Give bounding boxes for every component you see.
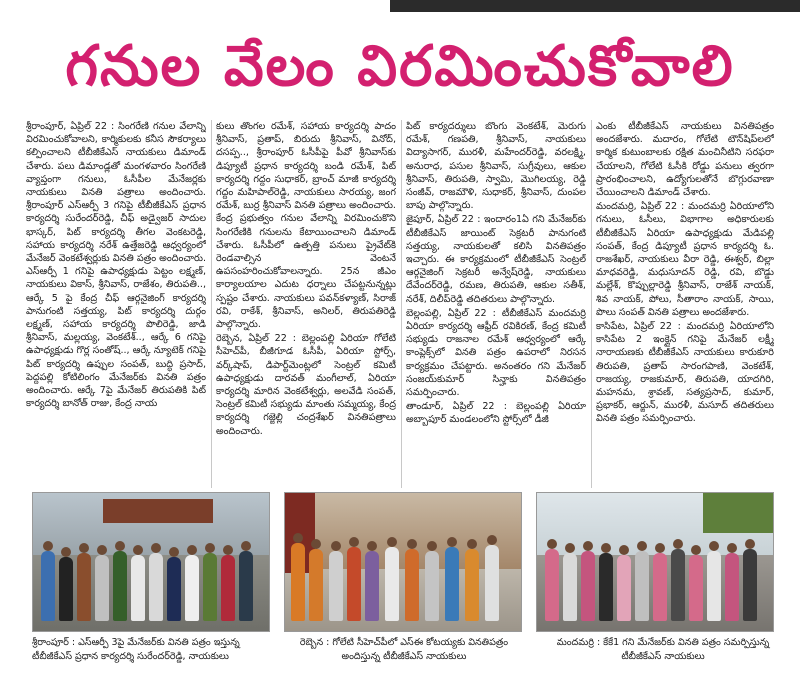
article-paragraph: కులు తొంగల రమేశ్, సహాయ కార్యదర్శి పాదం శ్రీనివాస్, ప్రతాప్, బిరుదు శ్రీనివాస్, వినోద్, దసప్ప.., శ్రీరాంపూర్ ఓసీపీపై పీవో శ్రీనివాస్‌కు డిప్యూటీ ప్రధాన కార్యదర్శి బండి రమేశ్, పిట్ కార్యదర్శి గద్దం సుధాకర్, బ్రాంచ్ మాజీ కార్యదర్శి గద్దం మహిపాల్‌రెడ్డి, నాయకులు సారయ్య, జంగ రమేశ్, బుర్ర శ్రీనివాస్ వినతి పత్రాలు అందించారు. కేంద్ర ప్రభుత్వం గనుల వేలాన్ని విరమించుకొని సింగరేణికి గనులను కేటాయించాలని డిమాండ్ చేశారు. ఓసీపీలో ఉత్పత్తి పనులు ప్రైవేట్‌కి రెండవాల్సిన వెంటనే ఉపసంహరించుకోవాలన్నారు. 25న జీఎం కార్యాలయాల ఎదుట ధర్నాలు చేపట్టనున్నట్లు స్పష్టం చేశారు. నాయకులు పవన్‌కళ్యాణ్, సిరాజ్ రవి, రాకేశ్, శ్రీనివాస్, అనిలర్, తిరుపతిరెడ్డి పాల్గొన్నారు. [216, 121, 396, 331]
photo-mandamarri [536, 492, 774, 632]
article-paragraph: బెల్లంపల్లి, ఏప్రిల్ 22 : టీబీజీకేఎస్ మందమర్రి ఏరియా కార్యదర్శి ఆఫ్రీద్ రవికిరణ్, కేంద్ర కమిటీ సభ్యుడు రాజనాల రమేశ్ ఆధ్వర్యంలో ఆర్కే కాంప్లెక్స్‌లో వినతి పత్రం ఉపరాలో నిరసన కార్యక్రమం చేపట్టారు. అనంతరం గని మేనేజర్ సంజయ్‌కుమార్ సిన్హాకు వినతిపత్రం సమర్పించారు. [406, 307, 586, 399]
photo-rebbena [284, 492, 522, 632]
article-paragraph: మందమర్రి, ఏప్రిల్ 22 : మందమర్రి ఏరియాలోని గనులు, ఓసీలు, విభాగాల అధికారులకు టీబీజీకేఎస్ ఏరియా ఉపాధ్యక్షుడు మేడిపల్లి సంపత్, కేంద్ర డిప్యూటీ ప్రధాన కార్యదర్శి ఓ. రాజశేఖర్, నాయకులు వీరా రెడ్డి, ఈశ్వర్, బిల్లా మాధవరెడ్డి, మధుసూదన్ రెడ్డి, రవి, బొడ్డు మల్లేశ్, కొప్పుల్లారెడ్డి శ్రీనివాస్, రాజేశ్ నాయక్, శివ నాయక్, పోలు, సీతారాం నాయక్, సాయి, పొలు సంపత్ వినతి పత్రాలు అందజేశారు. [596, 201, 774, 318]
article-paragraph: రెబ్బెన, ఏప్రిల్ 22 : బెల్లంపల్లి ఏరియా గోలేటి సీహెచ్‌పీ, బీజీగూడ ఓసీపీ, ఏరియా స్టోర్స్, వర్క్‌షాప్, డిపార్ట్‌మెంట్లలో సెంట్రల్ కమిటీ ఉపాధ్యక్షుడు దారవత్ మంగీలాల్, ఏరియా కార్యదర్శి మారిన వెంకటేశ్వర్లు, అలవేడి సంపత్, సెంట్రల్ కమిటీ సభ్యుడు మాంతు సమ్మయ్య, కేంద్ర కార్యదర్శి గజ్జెల్లి చంద్రశేఖర్ వినతిపత్రాలు అందించారు. [216, 333, 396, 437]
photo-caption-mandamarri: మందమర్రి : కేకే1 గని మేనేజర్‌కు వినతి పత్రం సమర్పిస్తున్న టీబీజీకేఎస్ నాయకులు [556, 637, 770, 662]
article-column-2 [216, 120, 396, 488]
article-paragraph: ఎంకు టీబీజీకేఎస్ నాయకులు వినతిపత్రం అందజేశారు. మదారం, గోలేటి టౌన్‌షిప్‌లలో కార్మిక కుటుంబాలకు రక్షిత మంచినీటిని సరఫరా చేయాలని, గోలేటి ఓసీకి రోడ్డు పనులు త్వరగా ప్రారంభించాలని, ఉద్యోగులతోనే బొగ్గురవాణా చేయించాలని డిమాండ్ చేశారు. [596, 121, 774, 199]
article-paragraph: శ్రీరాంపూర్, ఏప్రిల్ 22 : సింగరేణి గనుల వేలాన్ని విరమించుకోవాలని, కార్మికులకు కనీస సౌకర్యాలు కల్పించాలని టీబీజీకేఎస్ నాయకులు డిమాండ్ చేశారు. పలు డిమాండ్లతో మంగళవారం సింగరేణి వ్యాప్తంగా గనులు, ఓసీపీల మేనేజర్లకు నాయకులు వినతి పత్రాలు అందించారు. శ్రీరాంపూర్ ఎస్ఆర్పీ 3 గనిపై టీబీజీకేఎస్ ప్రధాన కార్యదర్శి సురేందర్‌రెడ్డి, చీఫ్ అడ్వైజర్ సాదుల భాస్కర్, పిట్ కార్యదర్శి తీగల వెంకటరెడ్డి, సహాయ కార్యదర్శి నరేశ్ ఉత్తేజరెడ్డి ఆధ్వర్యంలో మేనేజర్ వెంకటేశ్వర్లుకు వినతి పత్రం అందించారు. ఎస్ఆర్పీ 1 గనిపై ఉపాధ్యక్షుడు పెట్టం లక్ష్మణ్, నాయకులు వికాస్, శ్రీనివాస్, రాజేశం, తిరుపతి.., ఆర్కే 5 పై కేంద్ర చీఫ్ ఆర్గనైజింగ్ కార్యదర్శి పానుగంటి సత్తయ్య, పిట్ కార్యదర్శి దుర్గం లక్ష్మణ్, సహాయ కార్యదర్శి పొలిరెడ్డి, జాడి శ్రీనివాస్, మల్లయ్య, వెంకటేశ్.., ఆర్కే 6 గనిపై ఉపాధ్యక్షుడు గొర్ల సంతోష్.., ఆర్కే న్యూటెక్ గనిపై పిట్ కార్యదర్శి ఉప్పుల సంపత్, బుద్ధి ప్రసాద్, పెద్దపల్లి కోటిలింగం మేనేజర్‌కు వినతి పత్రం అందించారు. ఆర్కే 7పై మేనేజర్ తిరుపతికి పిట్ కార్యదర్శి బానోత్ రాజు, కేంద్ర నాయ [26, 121, 206, 410]
article-column-4 [596, 120, 774, 488]
article-paragraph: పిట్ కార్యదర్శులు బొంగు వెంకటేశ్, మెరుగు రమేశ్, గణపతి, శ్రీనివాస్, నాయకులు విద్యాసాగర్, మురళీ, మహేందర్‌రెడ్డి, వరలక్ష్మి, అనురాధ, పసుల శ్రీనివాస్, సుగ్రీవులు, ఆకుల శ్రీనివాస్, తిరుపతి, స్వామి, మొగిలయ్య, రెడ్డి సంజీవ్, రాజమౌళి, సుధాకర్, శ్రీనివాస్, దుంపల బాపు పాల్గొన్నారు. [406, 121, 586, 212]
article-paragraph: కాసిపేట, ఏప్రిల్ 22 : మందమర్రి ఏరియాలోని కాసిపేట 2 ఇంక్లైన్ గనిపై మేనేజర్ లక్ష్మీ నారాయణకు టీబీజీకేఎస్ నాయకులు కారుకూరి తిరుపతి, ప్రతాప్ సారంగపాణి, వెంకటేశ్, రాజయ్య, రాజకుమార్, తిరుపతి, యాదగిరి, మహనమ, శ్రావణ్, సత్యప్రసాద్, కుమార్, ప్రభాకర్, ఆర్జున్, మురళీ, మసూద్ తదితరులు వినతి పత్రం సమర్పించారు. [596, 321, 774, 425]
article-paragraph: జైపూర్, ఏప్రిల్ 22 : ఇందారం1ఏ గని మేనేజర్‌కు టీబీజీకేఎస్ జాయింట్ సెక్రటరీ పానుగంటి సత్తయ్య, నాయకులతో కలిసి వినతిపత్రం ఇచ్చారు. ఈ కార్యక్రమంలో టీబీజీకేఎస్ సెంట్రల్ ఆర్గనైజింగ్ సెక్రటరీ అన్వేష్‌రెడ్డి, నాయకులు దేవేందర్‌రెడ్డి, రమణ, తిరుపతి, ఆకుల సతీశ్, నరేశ్, దిలీప్‌రెడ్డి తదితరులు పాల్గొన్నారు. [406, 214, 586, 305]
photo-caption-srirampur: శ్రీరాంపూర్ : ఎస్ఆర్పీ 3పై మేనేజర్‌కు వినతి పత్రం ఇస్తున్న టీబీజీకేఎస్ ప్రధాన కార్యదర్శి సురేందర్‌రెడ్డి, నాయకులు [32, 637, 240, 662]
article-column-1 [26, 120, 206, 488]
photo-caption-rebbena: రెబ్బెన : గోలేటి సీహెచ్‌పీలో ఎస్ఈ కోటయ్యకు వినతిపత్రం అందిస్తున్న టీబీజీకేఎస్ నాయకులు [299, 637, 509, 662]
column-divider [211, 120, 212, 488]
headline: గనుల వేలం విరమించుకోవాలి [65, 34, 735, 99]
article-body [26, 120, 774, 488]
top-bar-dark-strip [390, 0, 800, 12]
top-bar [0, 0, 800, 12]
article-paragraph: తాండూర్, ఏప్రిల్ 22 : బెల్లంపల్లి ఏరియా అబ్బాపూర్ మండలంలోని స్టోర్స్‌లో డీజీ [406, 401, 586, 426]
photo-srirampur [32, 492, 270, 632]
column-divider [591, 120, 592, 488]
column-divider [401, 120, 402, 488]
article-column-3 [406, 120, 586, 488]
